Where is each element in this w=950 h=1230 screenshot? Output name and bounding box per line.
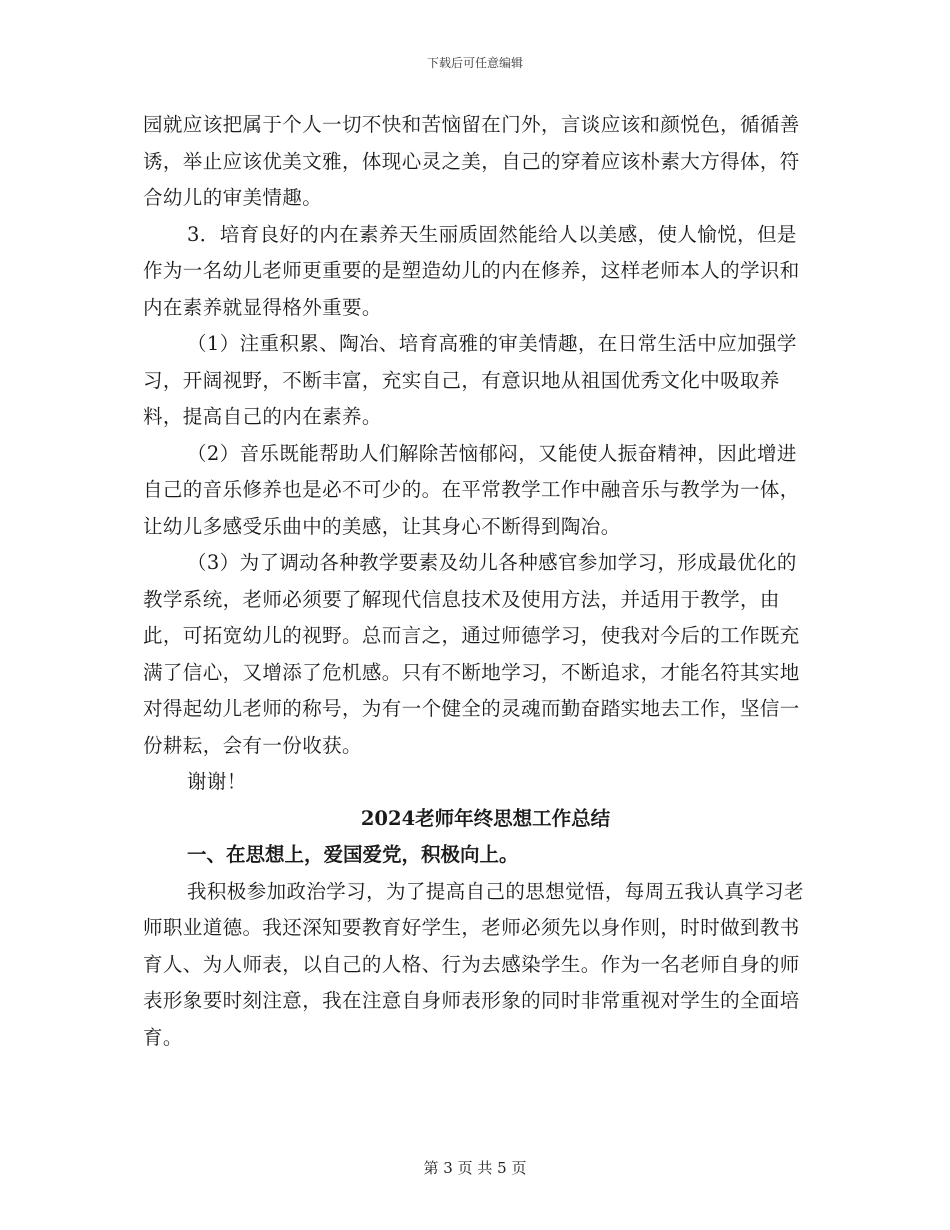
paragraph-subitem-1: （1）注重积累、陶冶、培育高雅的审美情趣，在日常生活中应加强学习，开阔视野，不断丰富，充实自己，有意识地从祖国优秀文化中吸取养料，提高自己的内在素养。 [143, 332, 797, 428]
page-header: 下载后可任意编辑 [426, 56, 523, 70]
document-body [143, 107, 808, 1056]
paragraph-thanks: 谢谢！ [187, 770, 247, 793]
paragraph-item-3: 3．培育良好的内在素养天生丽质固然能给人以美感，使人愉悦，但是作为一名幼儿老师更重要的是塑造幼儿的内在修养，这样老师本人的学识和内在素养就显得格外重要。 [143, 222, 800, 319]
paragraph-section-1: 我积极参加政治学习，为了提高自己的思想觉悟，每周五我认真学习老师职业道德。我还深知要教育好学生，老师必须先以身作则，时时做到教书育人、为人师表，以自己的人格、行为去感染学生。作为一名老师自身的师表形象要时刻注意，我在注意自身师表形象的同时非常重视对学生的全面培育。 [143, 879, 804, 1049]
section-heading-1: 一、在思想上，爱国爱党，积极向上。 [187, 843, 519, 866]
paragraph-subitem-2: （2）音乐既能帮助人们解除苦恼郁闷，又能使人振奋精神，因此增进自己的音乐修养也是必不可少的。在平常教学工作中融音乐与教学为一体，让幼儿多感受乐曲中的美感，让其身心不断得到陶冶。 [143, 441, 800, 538]
page-number: 第 3 页 共 5 页 [423, 1159, 527, 1177]
paragraph-continuation: 园就应该把属于个人一切不快和苦恼留在门外，言谈应该和颜悦色，循循善诱，举止应该优美文雅，体现心灵之美，自己的穿着应该朴素大方得体，符合幼儿的审美情趣。 [143, 113, 800, 209]
paragraph-subitem-3: （3）为了调动各种教学要素及幼儿各种感官参加学习，形成最优化的教学系统，老师必须要了解现代信息技术及使用方法，并适用于教学，由此，可拓宽幼儿的视野。总而言之，通过师德学习，使我对今后的工作既充满了信心，又增添了危机感。只有不断地学习，不断追求，才能名符其实地对得起幼儿老师的称号，为有一个健全的灵魂而勤奋踏实地去工作，坚信一份耕耘，会有一份收获。 [143, 551, 800, 757]
document-title: 2024老师年终思想工作总结 [360, 806, 611, 830]
